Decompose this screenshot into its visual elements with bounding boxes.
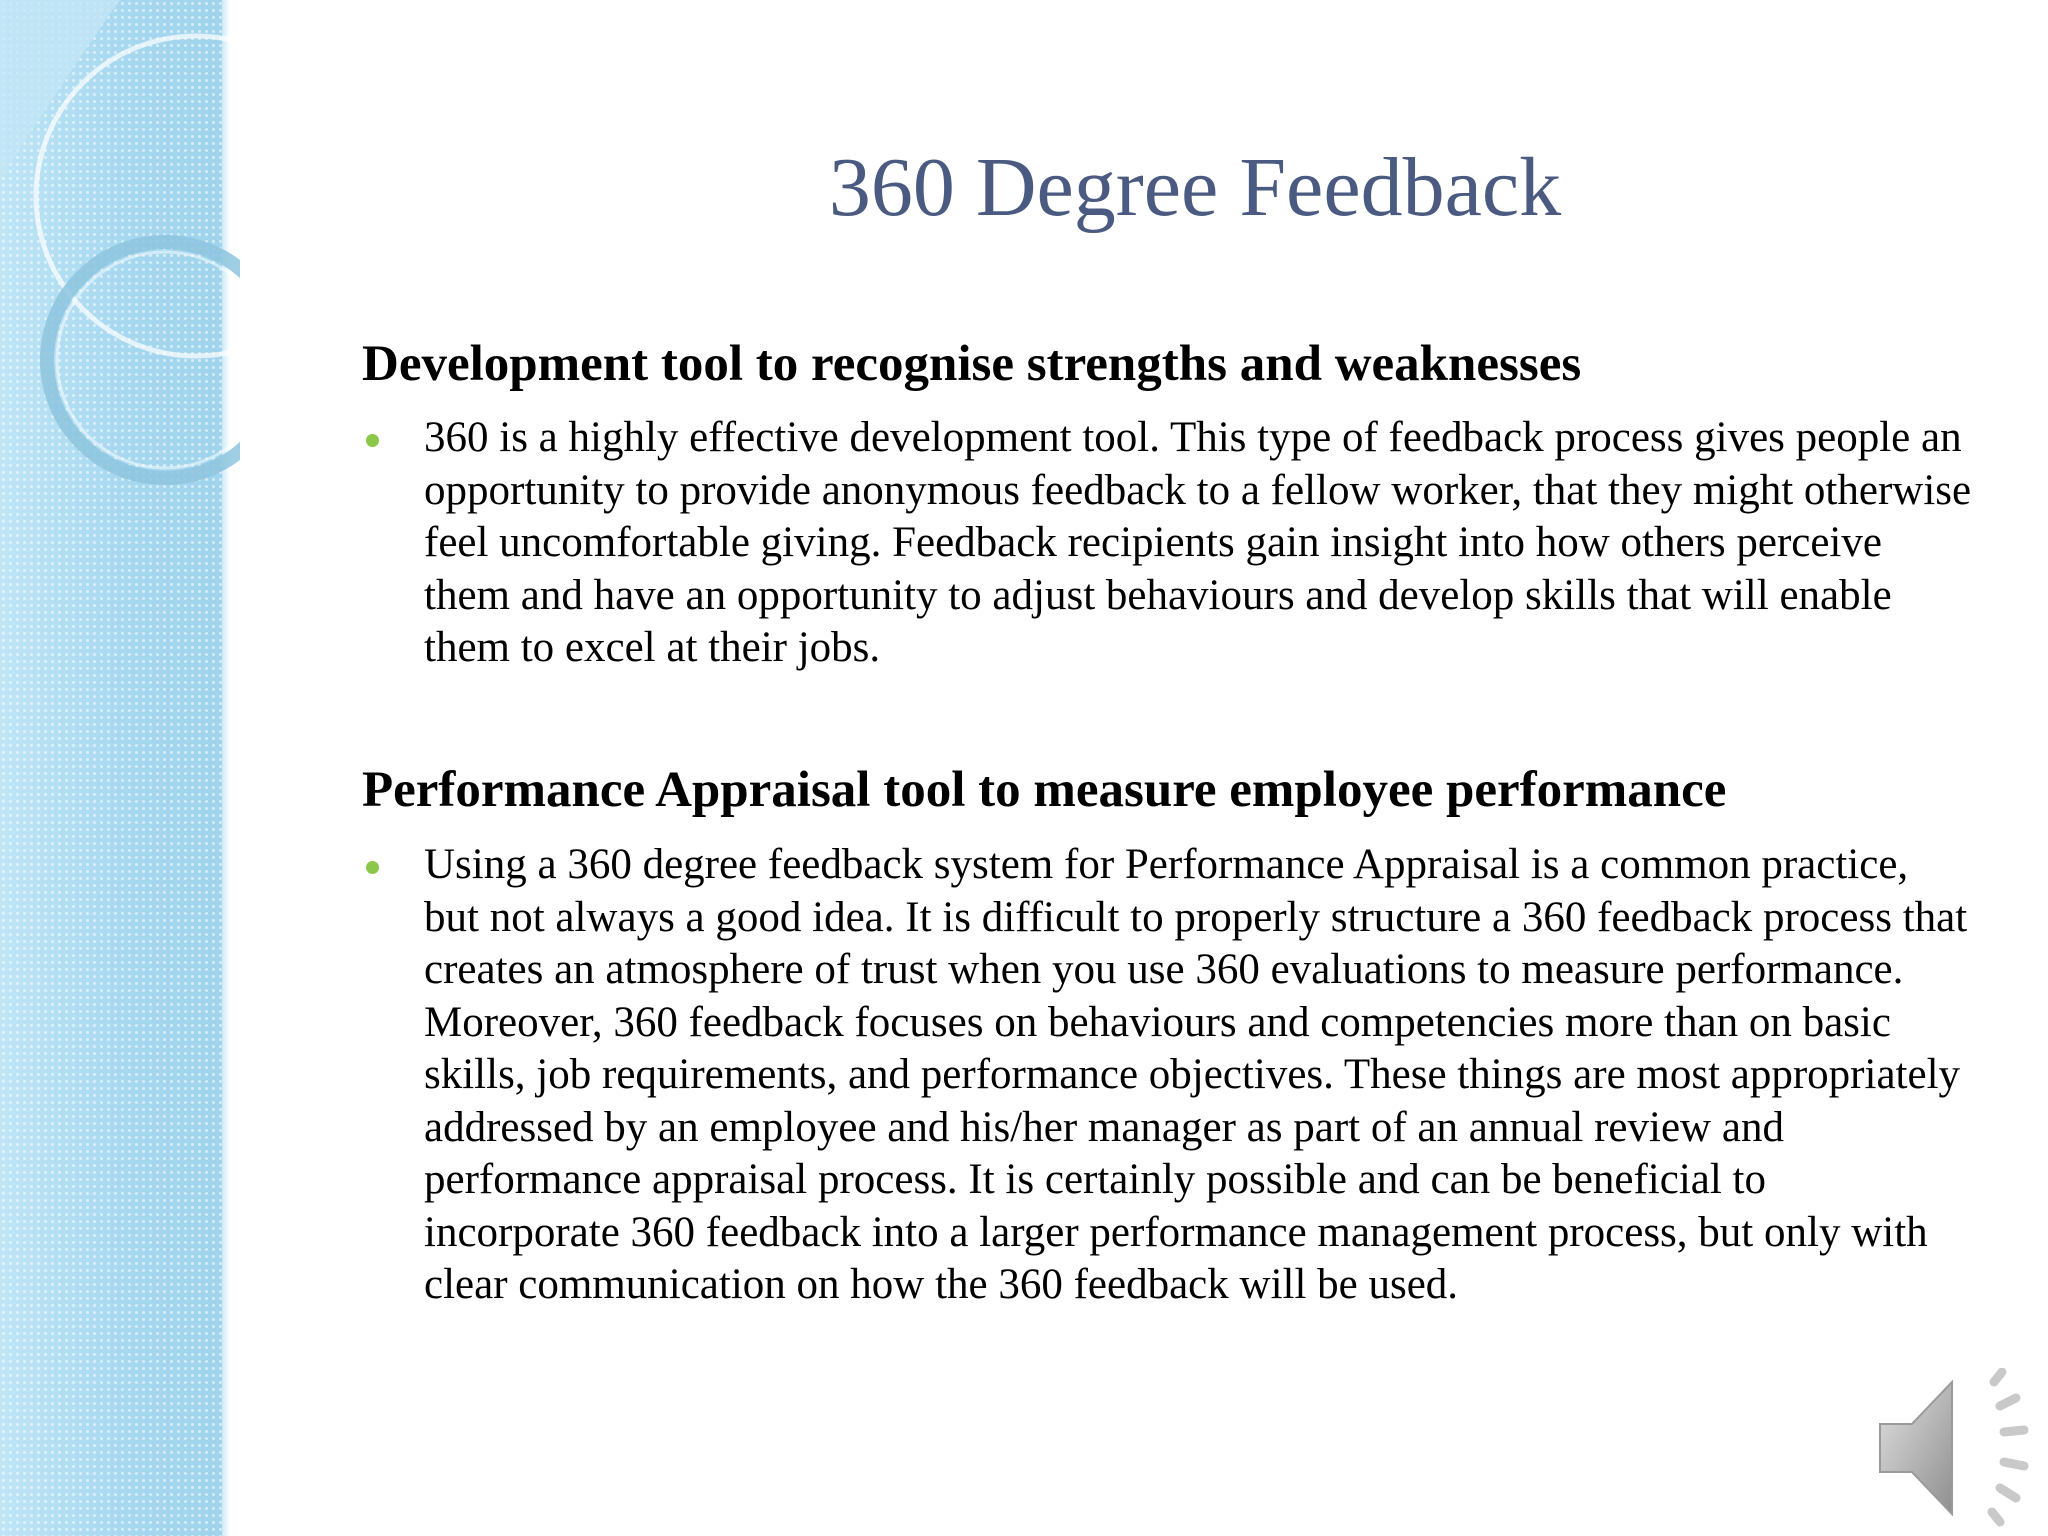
section-heading-development: Development tool to recognise strengths and weaknesses bbox=[362, 336, 1582, 392]
section-heading-performance: Performance Appraisal tool to measure employee performance bbox=[362, 762, 1727, 818]
slide-title: 360 Degree Feedback bbox=[828, 141, 1562, 234]
bullet-text-development: 360 is a highly effective development tool. This type of feedback process gives people an opportunity to provide anonymous feedback to a fellow worker, that they might otherwise feel uncomfortable giving. Feedback recipients gain insight into how others perceive them and have an opportunity to adjust behaviours and develop skills that will enable them to excel at their jobs. bbox=[424, 414, 1972, 671]
bullet-text-performance: Using a 360 degree feedback system for Performance Appraisal is a common practice, but not always a good idea. It is difficult to properly structure a 360 feedback process that creates an atmosphere of trust when you use 360 evaluations to measure performance. Moreover, 360 feedback focuses on behaviours and competencies more than on basic skills, job requirements, and performance objectives. These things are most appropriately addressed by an employee and his/her manager as part of an annual review and performance appraisal process. It is certainly possible and can be beneficial to incorporate 360 feedback into a larger performance management process, but only with clear communication on how the 360 feedback will be used. bbox=[424, 841, 1968, 1308]
bullet-icon bbox=[366, 434, 379, 447]
speaker-icon[interactable] bbox=[1876, 1368, 2036, 1528]
decorative-circles bbox=[0, 0, 240, 520]
bullet-item-development bbox=[362, 412, 1972, 675]
bullet-icon bbox=[366, 861, 379, 874]
bullet-item-performance bbox=[362, 839, 1972, 1312]
